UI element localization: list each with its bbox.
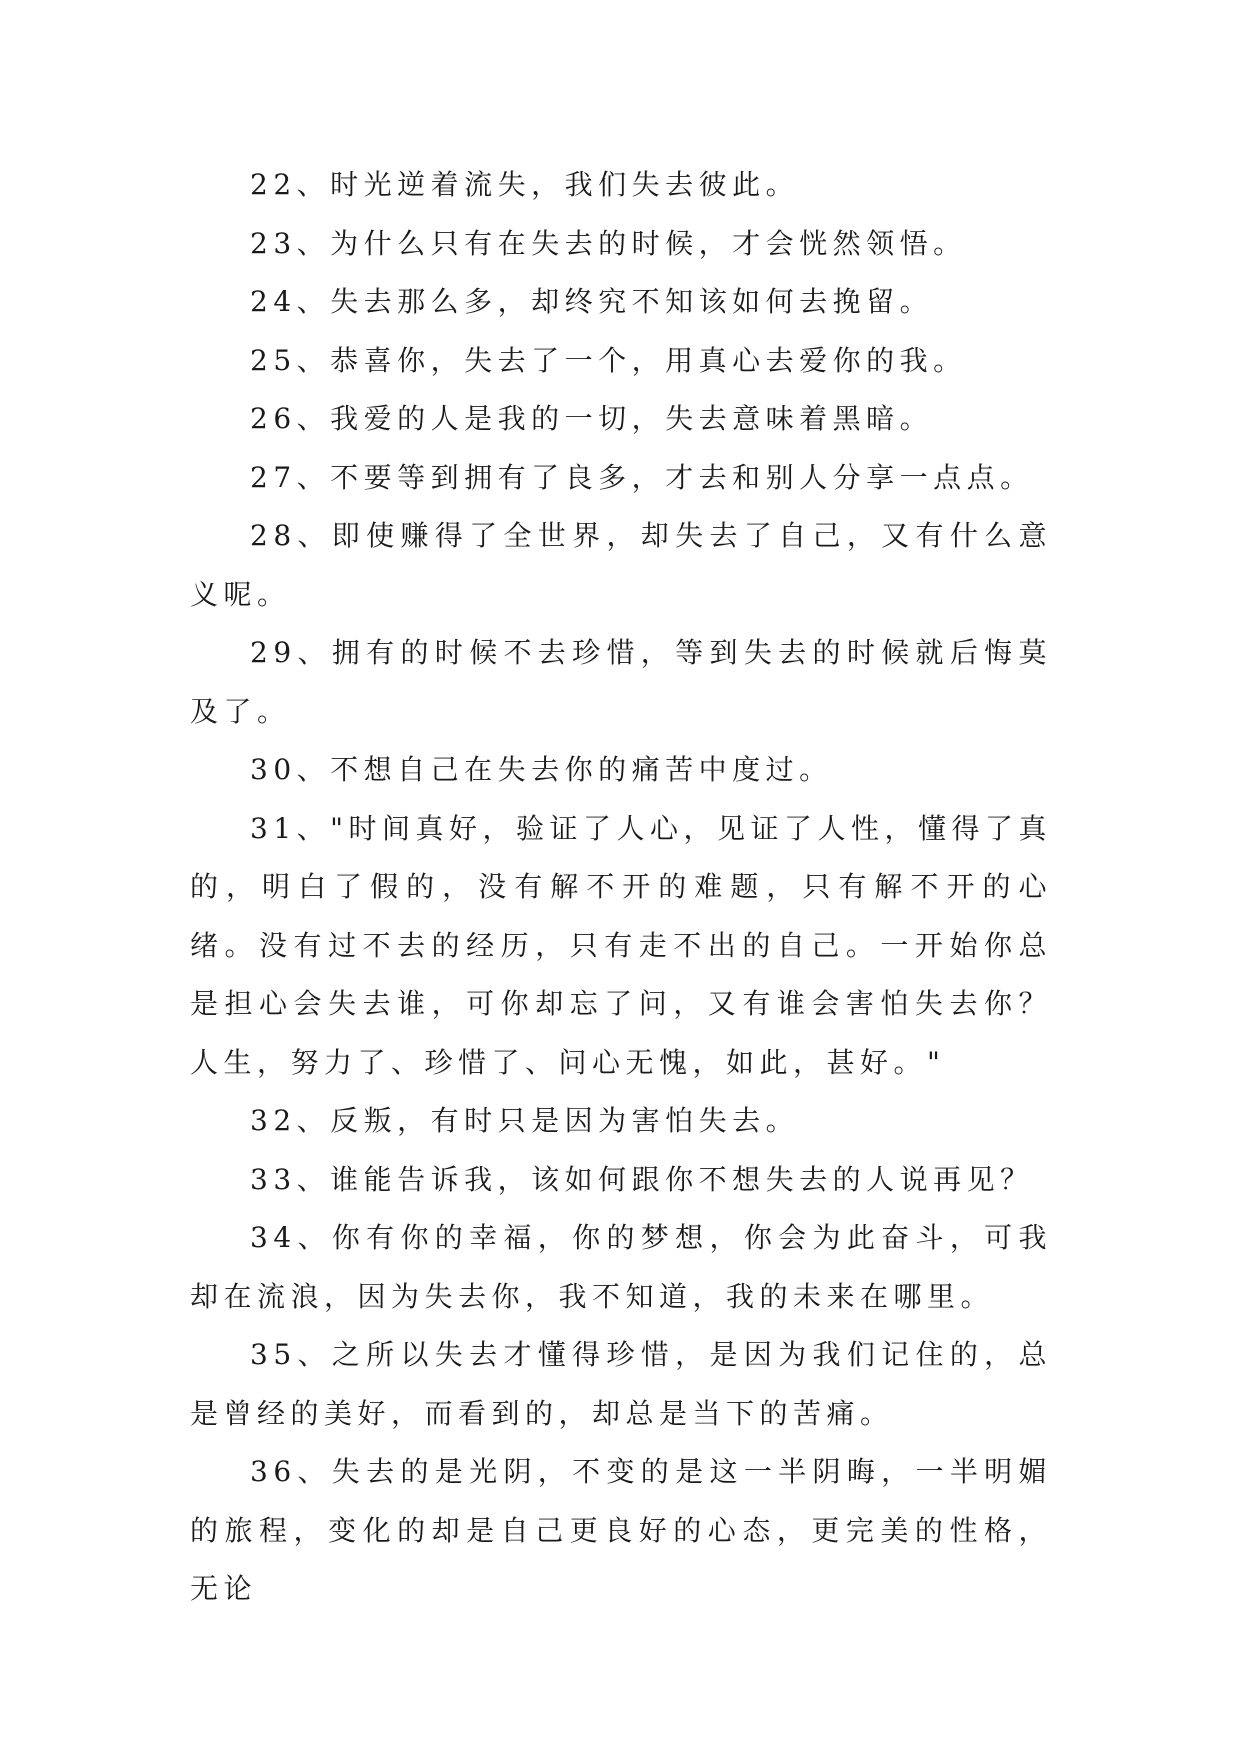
paragraph-30: 30、不想自己在失去你的痛苦中度过。 [250, 753, 833, 786]
paragraph-36: 36、失去的是光阴，不变的是这一半阴晦，一半明媚的旅程，变化的却是自己更良好的心态，更完美的性格，无论 [190, 1455, 1052, 1605]
paragraph-31: 31、"时间真好，验证了人心，见证了人性，懂得了真的，明白了假的，没有解不开的难题，只有解不开的心绪。没有过不去的经历，只有走不出的自己。一开始你总是担心会失去谁，可你却忘了问，又有谁会害怕失去你？人生，努力了、珍惜了、问心无愧，如此，甚好。" [190, 811, 1053, 1079]
paragraph-22: 22、时光逆着流失，我们失去彼此。 [250, 168, 800, 201]
paragraph-29: 29、拥有的时候不去珍惜，等到失去的时候就后悔莫及了。 [190, 636, 1052, 728]
paragraph-35: 35、之所以失去才懂得珍惜，是因为我们记住的，总是曾经的美好，而看到的，却总是当下的苦痛。 [190, 1338, 1052, 1430]
paragraph-32: 32、反叛，有时只是因为害怕失去。 [250, 1104, 800, 1137]
paragraph-33: 33、谁能告诉我，该如何跟你不想失去的人说再见？ [250, 1162, 1034, 1196]
paragraph-25: 25、恭喜你，失去了一个，用真心去爱你的我。 [250, 343, 967, 377]
paragraph-28: 28、即使赚得了全世界，却失去了自己，又有什么意义呢。 [190, 519, 1052, 611]
paragraph-23: 23、为什么只有在失去的时候，才会恍然领悟。 [250, 226, 967, 260]
document-body [190, 156, 1052, 1619]
paragraph-26: 26、我爱的人是我的一切，失去意味着黑暗。 [250, 402, 934, 435]
paragraph-27: 27、不要等到拥有了良多，才去和别人分享一点点。 [250, 460, 1034, 494]
paragraph-24: 24、失去那么多，却终究不知该如何去挽留。 [250, 285, 934, 318]
paragraph-34: 34、你有你的幸福，你的梦想，你会为此奋斗，可我却在流浪，因为失去你，我不知道，我的未来在哪里。 [190, 1221, 1052, 1313]
